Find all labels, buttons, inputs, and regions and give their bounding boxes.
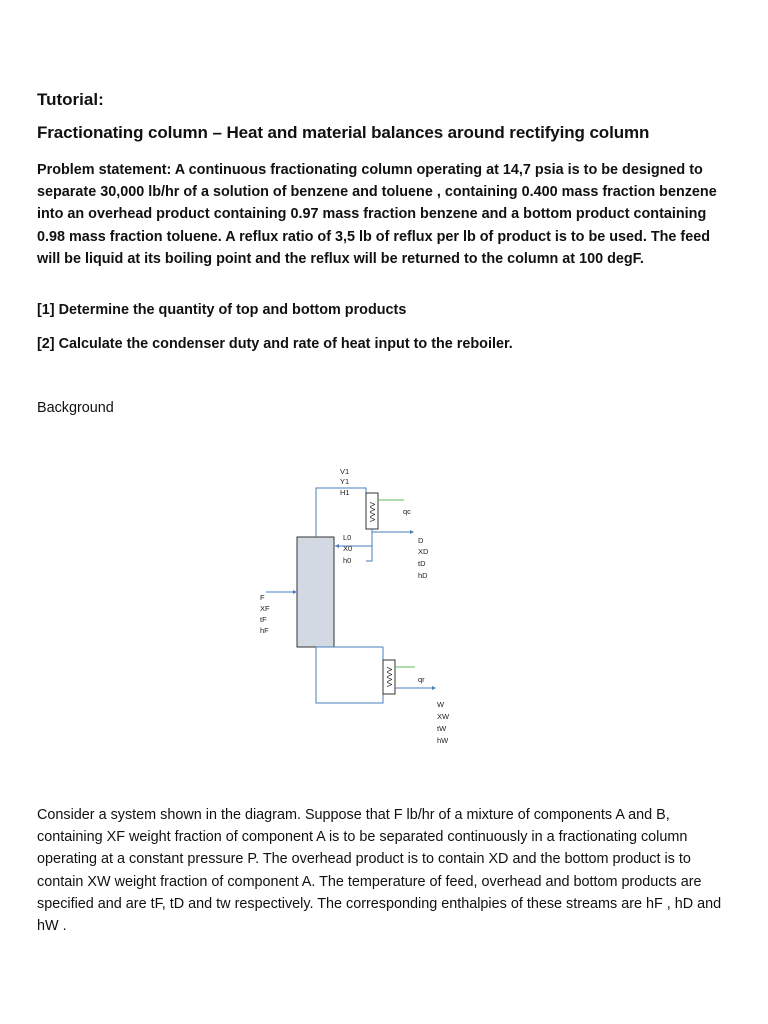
vapor-labels — [340, 467, 350, 497]
column-vessel — [297, 537, 334, 647]
reflux-label-h0: h0 — [343, 556, 352, 565]
bottoms-label-xw: XW — [437, 712, 450, 721]
feed-label-hf: hF — [260, 626, 269, 635]
page-title: Fractionating column – Heat and material balances around rectifying column — [37, 123, 650, 142]
reflux-drum-line — [366, 529, 372, 561]
feed-label-xf: XF — [260, 604, 270, 613]
bottoms-product-arrow — [432, 686, 436, 690]
distillate-label-td: tD — [418, 559, 426, 568]
vapor-label-h1: H1 — [340, 488, 350, 497]
distillate-label-d: D — [418, 536, 424, 545]
task-1: [1] Determine the quantity of top and bottom products — [37, 302, 407, 318]
reboiler-duty-label: qr — [418, 675, 425, 684]
body-paragraph: Consider a system shown in the diagram. Suppose that F lb/hr of a mixture of components A and B, containing XF weight fraction of component A is to be separated continuously in a fractionating column operating at a constant pressure P. The overhead product is to contain XD and the bottom product is to contain XW weight fraction of component A. The temperature of feed, overhead and bottom products are specified and are tF, tD and tw respectively. The corresponding enthalpies of these streams are hF , hD and hW . — [37, 807, 722, 935]
vapor-label-v1: V1 — [340, 467, 350, 476]
feed-arrow — [293, 590, 297, 594]
vapor-label-y1: Y1 — [340, 477, 350, 486]
reflux-label-l0: L0 — [343, 533, 352, 542]
reflux-label-x0: X0 — [343, 544, 353, 553]
feed-label-tf: tF — [260, 615, 267, 624]
condenser-coil: VVVV — [368, 501, 377, 523]
bottoms-label-w: W — [437, 700, 445, 709]
distillate-label-xd: XD — [418, 547, 429, 556]
reboiler-coil: VVVV — [385, 666, 394, 688]
problem-statement: Problem statement: A continuous fractionating column operating at 14,7 psia is to be designed to separate 30,000 lb/hr of a solution of benzene and toluene , containing 0.400 mass fraction benzene into an overhead product containing 0.97 mass fraction benzene and a bottom product containing 0.98 mass fraction toluene. A reflux ratio of 3,5 lb of reflux per lb of product is to be used. The feed will be liquid at its boiling point and the reflux will be returned to the column at 100 degF. — [37, 162, 717, 267]
feed-label-f: F — [260, 593, 265, 602]
background-heading: Background — [37, 400, 114, 416]
tutorial-heading: Tutorial: — [37, 90, 104, 109]
bottoms-labels — [437, 700, 450, 745]
task-2: [2] Calculate the condenser duty and rate of heat input to the reboiler. — [37, 336, 513, 352]
condenser-duty-label: qc — [403, 507, 411, 516]
distillate-label-hd: hD — [418, 571, 428, 580]
reflux-arrow — [335, 544, 339, 548]
distillate-labels — [418, 536, 429, 580]
bottoms-line — [316, 647, 383, 703]
distillate-arrow — [410, 530, 414, 534]
bottoms-label-hw: hW — [437, 736, 449, 745]
reflux-labels — [343, 533, 352, 565]
feed-labels — [260, 593, 270, 635]
bottoms-label-tw: tW — [437, 724, 447, 733]
